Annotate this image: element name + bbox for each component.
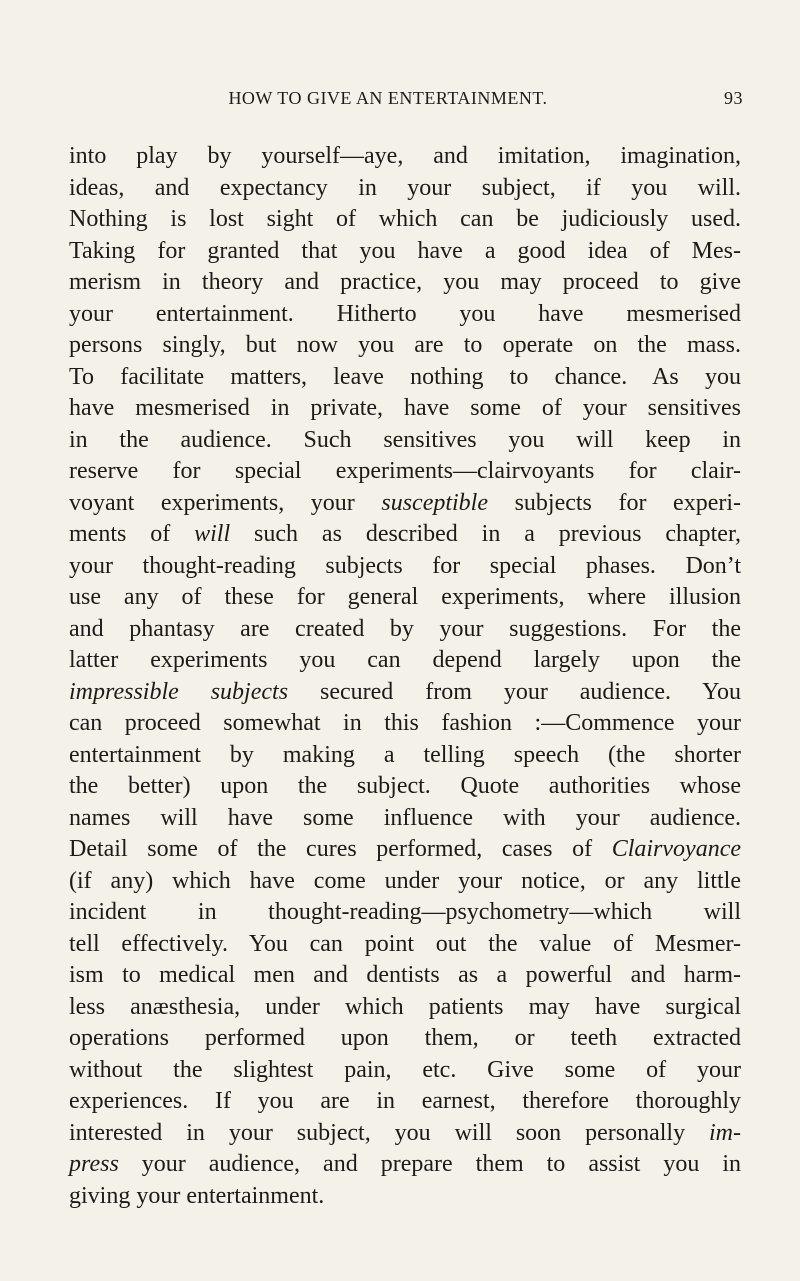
- text-line: [69, 299, 741, 331]
- text-line: [69, 740, 741, 772]
- text-segment: the better) upon the subject. Quote authorities whose: [69, 773, 741, 799]
- text-line: [69, 992, 741, 1024]
- text-segment: experiences. If you are in earnest, therefore thoroughly: [69, 1088, 741, 1114]
- italic-text: im-: [709, 1119, 741, 1146]
- text-segment: giving your entertainment.: [69, 1182, 325, 1209]
- text-line: [69, 614, 741, 646]
- text-line: [69, 204, 741, 236]
- text-segment: use any of these for general experiments, where illusion: [69, 584, 741, 610]
- text-segment: To facilitate matters, leave nothing to chance. As you: [69, 363, 741, 390]
- text-line: [69, 425, 741, 457]
- text-segment: (if any) which have come under your notice, or any little: [69, 867, 741, 894]
- text-segment: persons singly, but now you are to operate on the mass.: [69, 332, 741, 358]
- text-line: [69, 488, 741, 520]
- text-segment: names will have some influence with your audience.: [69, 804, 741, 831]
- text-segment: ments of: [69, 521, 195, 547]
- text-line: [69, 866, 741, 898]
- text-segment: and phantasy are created by your suggestions. For the: [69, 615, 741, 642]
- text-segment: secured from your audience. You: [288, 678, 742, 705]
- text-segment: ism to medical men and dentists as a powerful and harm-: [69, 962, 741, 988]
- text-line: [69, 1181, 741, 1213]
- text-line: [69, 141, 741, 173]
- text-segment: can proceed somewhat in this fashion :—Commence your: [69, 710, 741, 736]
- text-line: [69, 929, 741, 961]
- text-line: [69, 236, 741, 268]
- text-segment: less anæsthesia, under which patients may have surgical: [69, 993, 741, 1020]
- italic-text: impressible subjects: [69, 678, 289, 705]
- text-segment: your audience, and prepare them to assist you in: [118, 1151, 741, 1177]
- text-line: [69, 551, 741, 583]
- text-segment: your entertainment. Hitherto you have mesmerised: [69, 300, 741, 327]
- text-line: [69, 362, 741, 394]
- text-line: [69, 330, 741, 362]
- text-segment: Detail some of the cures performed, cases of: [69, 836, 612, 862]
- italic-text: susceptible: [381, 489, 488, 516]
- text-line: [69, 582, 741, 614]
- text-line: [69, 834, 741, 866]
- running-head-title: HOW TO GIVE AN ENTERTAINMENT.: [228, 88, 548, 108]
- text-line: [69, 519, 741, 551]
- text-segment: latter experiments you can depend largely upon the: [69, 647, 741, 673]
- text-line: [69, 393, 741, 425]
- text-segment: subjects for experi-: [488, 489, 742, 516]
- text-segment: tell effectively. You can point out the value of Mesmer-: [69, 930, 741, 957]
- italic-text: press: [69, 1151, 119, 1177]
- text-segment: your thought-reading subjects for special phases. Don’t: [69, 552, 741, 579]
- text-segment: such as described in a previous chapter,: [230, 521, 741, 547]
- text-line: [69, 708, 741, 740]
- text-line: [69, 267, 741, 299]
- text-segment: Nothing is lost sight of which can be judiciously used.: [69, 206, 741, 232]
- text-segment: merism in theory and practice, you may proceed to give: [69, 269, 741, 295]
- text-segment: Taking for granted that you have a good idea of Mes-: [69, 237, 741, 264]
- text-line: [69, 173, 741, 205]
- text-segment: reserve for special experiments—clairvoyants for clair-: [69, 458, 741, 484]
- text-line: [69, 803, 741, 835]
- text-line: [69, 1118, 741, 1150]
- page-number: 93: [724, 88, 743, 108]
- text-line: [69, 645, 741, 677]
- text-line: [69, 771, 741, 803]
- text-segment: in the audience. Such sensitives you will keep in: [69, 426, 741, 453]
- text-line: [69, 1086, 741, 1118]
- text-segment: ideas, and expectancy in your subject, if you will.: [69, 174, 741, 201]
- text-line: [69, 456, 741, 488]
- italic-text: will: [194, 521, 231, 547]
- text-segment: voyant experiments, your: [69, 489, 382, 516]
- text-line: [69, 960, 741, 992]
- text-line: [69, 1023, 741, 1055]
- text-segment: interested in your subject, you will soon personally: [69, 1119, 709, 1146]
- body-text: [69, 141, 741, 1212]
- text-line: [69, 677, 741, 709]
- running-head: [120, 84, 743, 112]
- text-line: [69, 1055, 741, 1087]
- italic-text: Clairvoyance: [611, 836, 741, 862]
- text-line: [69, 1149, 741, 1181]
- text-segment: without the slightest pain, etc. Give some of your: [69, 1056, 741, 1083]
- text-segment: into play by yourself—aye, and imitation, imagination,: [69, 143, 741, 169]
- text-segment: entertainment by making a telling speech (the shorter: [69, 741, 741, 768]
- text-line: [69, 897, 741, 929]
- text-segment: operations performed upon them, or teeth extracted: [69, 1025, 741, 1051]
- text-segment: incident in thought-reading—psychometry—which will: [69, 899, 741, 925]
- text-segment: have mesmerised in private, have some of your sensitives: [69, 395, 741, 421]
